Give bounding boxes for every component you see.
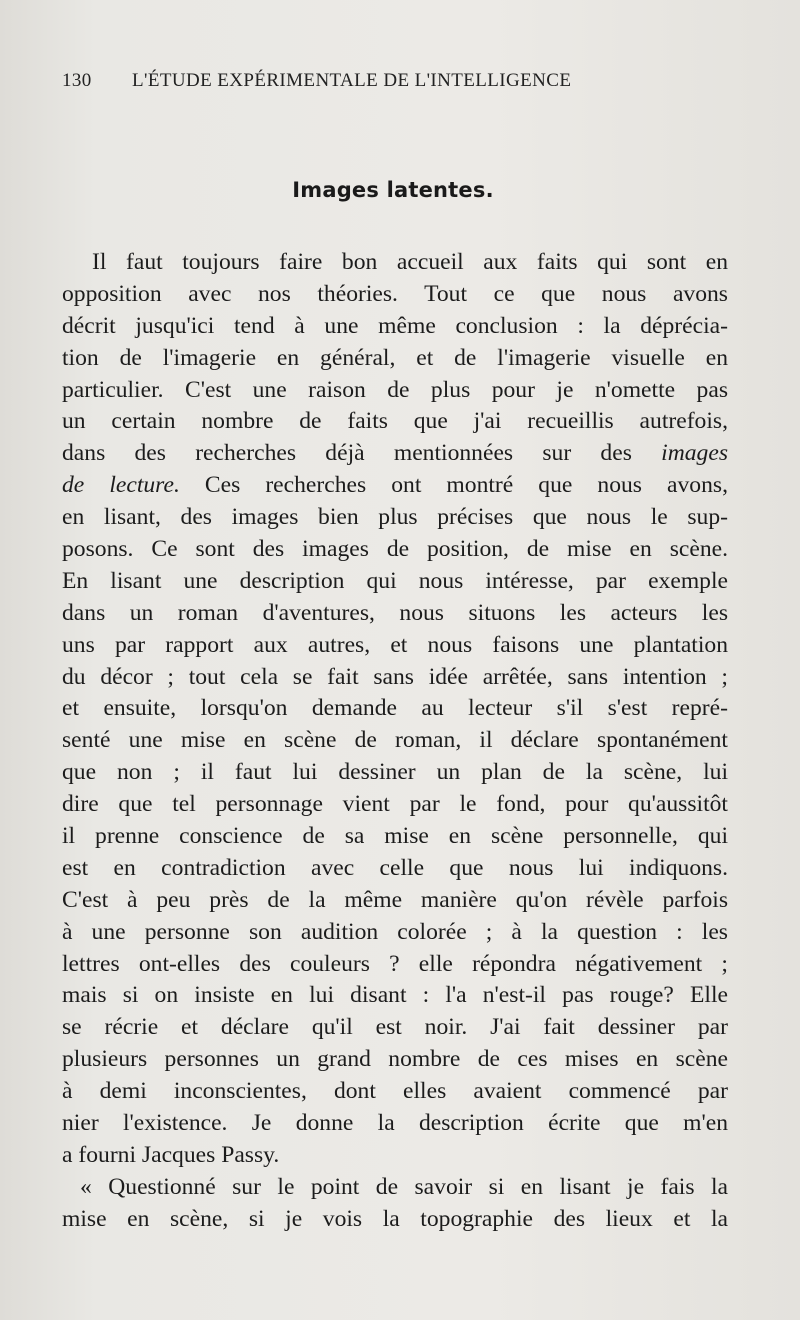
text-line: lettres ont-elles des couleurs ? elle répondra négativement ; [62,950,728,977]
text-line: se récrie et déclare qu'il est noir. J'ai fait dessiner par [62,1014,728,1041]
text-line [62,438,728,470]
text-line: un certain nombre de faits que j'ai recueillis autrefois, [62,408,728,435]
text-line: tion de l'imagerie en général, et de l'imagerie visuelle en [62,344,728,371]
text-segment: dans des recherches déjà mentionnées sur des [62,440,632,467]
text-line: est en contradiction avec celle que nous lui indiquons. [62,854,728,881]
text-line: dans un roman d'aventures, nous situons les acteurs les [62,599,728,626]
text-line: senté une mise en scène de roman, il déclare spontanément [62,727,728,754]
text-line: Il faut toujours faire bon accueil aux faits qui sont en [92,249,728,275]
text-line: En lisant une description qui nous intéresse, par exemple [62,567,728,594]
text-line: mise en scène, si je vois la topographie des lieux et la [62,1205,728,1232]
text-line: uns par rapport aux autres, et nous faisons une plantation [62,631,728,658]
text-line: nier l'existence. Je donne la description écrite que m'en [62,1110,728,1137]
text-line [62,470,728,502]
text-line: C'est à peu près de la même manière qu'on révèle parfois [62,886,728,913]
text-line: du décor ; tout cela se fait sans idée arrêtée, sans intention ; [62,663,728,690]
body-text [62,247,728,1236]
text-line: a fourni Jacques Passy. [62,1141,280,1168]
text-line: il prenne conscience de sa mise en scène personnelle, qui [62,823,728,850]
page-number: 130 [62,70,92,91]
text-line: « Questionné sur le point de savoir si en lisant je fais la [80,1173,728,1200]
text-line: opposition avec nos théories. Tout ce que nous avons [62,280,728,307]
text-line: plusieurs personnes un grand nombre de ces mises en scène [62,1046,728,1073]
italic-term: de lecture. [62,472,180,499]
text-line: à demi inconscientes, dont elles avaient commencé par [62,1078,728,1105]
text-line: décrit jusqu'ici tend à une même conclusion : la déprécia- [62,312,728,339]
text-segment: Ces recherches ont montré que nous avons, [204,472,728,499]
text-line: et ensuite, lorsqu'on demande au lecteur s'il s'est repré- [62,695,728,722]
text-line: particulier. C'est une raison de plus pour je n'omette pas [62,376,728,403]
text-line: posons. Ce sont des images de position, de mise en scène. [62,536,728,563]
text-line: mais si on insiste en lui disant : l'a n'est-il pas rouge? Elle [62,982,728,1009]
text-line: dire que tel personnage vient par le fond, pour qu'aussitôt [62,791,728,818]
text-line: en lisant, des images bien plus précises que nous le sup- [62,504,728,531]
running-title: L'ÉTUDE EXPÉRIMENTALE DE L'INTELLIGENCE [132,70,572,91]
italic-term: images [661,440,728,467]
section-title: Images latentes. [292,178,494,202]
running-head [62,70,672,92]
text-line: que non ; il faut lui dessiner un plan de la scène, lui [62,759,728,786]
text-line: à une personne son audition colorée ; à la question : les [62,918,728,945]
